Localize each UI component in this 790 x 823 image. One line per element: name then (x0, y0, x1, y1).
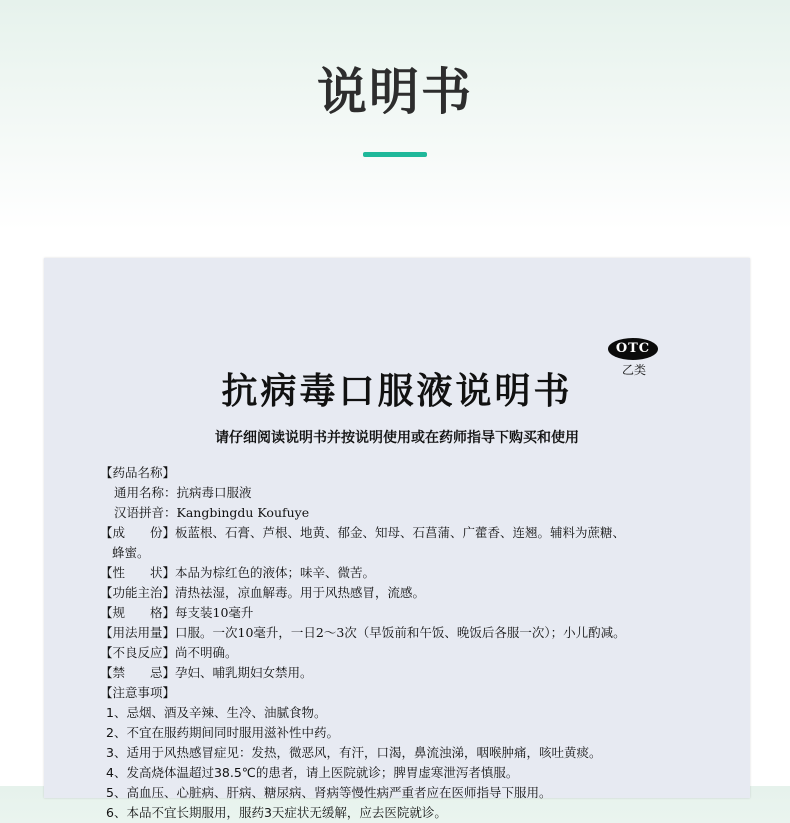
precaution-item: 2、不宜在服药期间同时服用滋补性中药。 (106, 725, 339, 740)
adverse-reactions: 【不良反应】尚不明确。 (100, 645, 238, 660)
otc-badge: OTC (608, 338, 658, 360)
precaution-item: 4、发高烧体温超过38.5℃的患者，请上医院就诊；脾胃虚寒泄泻者慎服。 (106, 765, 519, 780)
appearance: 【性 状】本品为棕红色的液体；味辛、微苦。 (100, 565, 376, 580)
precaution-item: 6、本品不宜长期服用，服药3天症状无缓解，应去医院就诊。 (106, 805, 447, 820)
leaflet-title: 抗病毒口服液说明书 (221, 371, 573, 412)
dosage: 【用法用量】口服。一次10毫升，一日2～3次（早饭前和午饭、晚饭后各服一次）；小儿酌减。 (100, 625, 626, 640)
page-title: 说明书 (317, 63, 473, 121)
ingredients: 【成 份】板蓝根、石膏、芦根、地黄、郁金、知母、石菖蒲、广藿香、连翘。辅料为蔗糖、 (100, 525, 626, 540)
ingredients-continued: 蜂蜜。 (112, 545, 150, 560)
precautions-heading: 【注意事项】 (100, 685, 176, 700)
leaflet-subtitle: 请仔细阅读说明书并按说明使用或在药师指导下购买和使用 (215, 430, 579, 446)
title-underline (363, 152, 427, 157)
otc-class-label: 乙类 (621, 363, 646, 377)
precaution-item: 5、高血压、心脏病、肝病、糖尿病、肾病等慢性病严重者应在医师指导下服用。 (106, 785, 552, 800)
drug-name-heading: 【药品名称】 (100, 465, 176, 480)
leaflet-body (100, 463, 720, 823)
pinyin-name: 汉语拼音：Kangbingdu Koufuye (114, 505, 310, 520)
leaflet-sheet (44, 258, 750, 820)
common-name: 通用名称：抗病毒口服液 (114, 485, 252, 500)
specification: 【规 格】每支装10毫升 (100, 605, 254, 620)
precaution-item: 1、忌烟、酒及辛辣、生冷、油腻食物。 (106, 705, 327, 720)
contraindications: 【禁 忌】孕妇、哺乳期妇女禁用。 (100, 665, 313, 680)
indications: 【功能主治】清热祛湿，凉血解毒。用于风热感冒，流感。 (100, 585, 426, 600)
precaution-item: 3、适用于风热感冒症见：发热，微恶风，有汗，口渴，鼻流浊涕，咽喉肿痛，咳吐黄痰。 (106, 745, 602, 760)
